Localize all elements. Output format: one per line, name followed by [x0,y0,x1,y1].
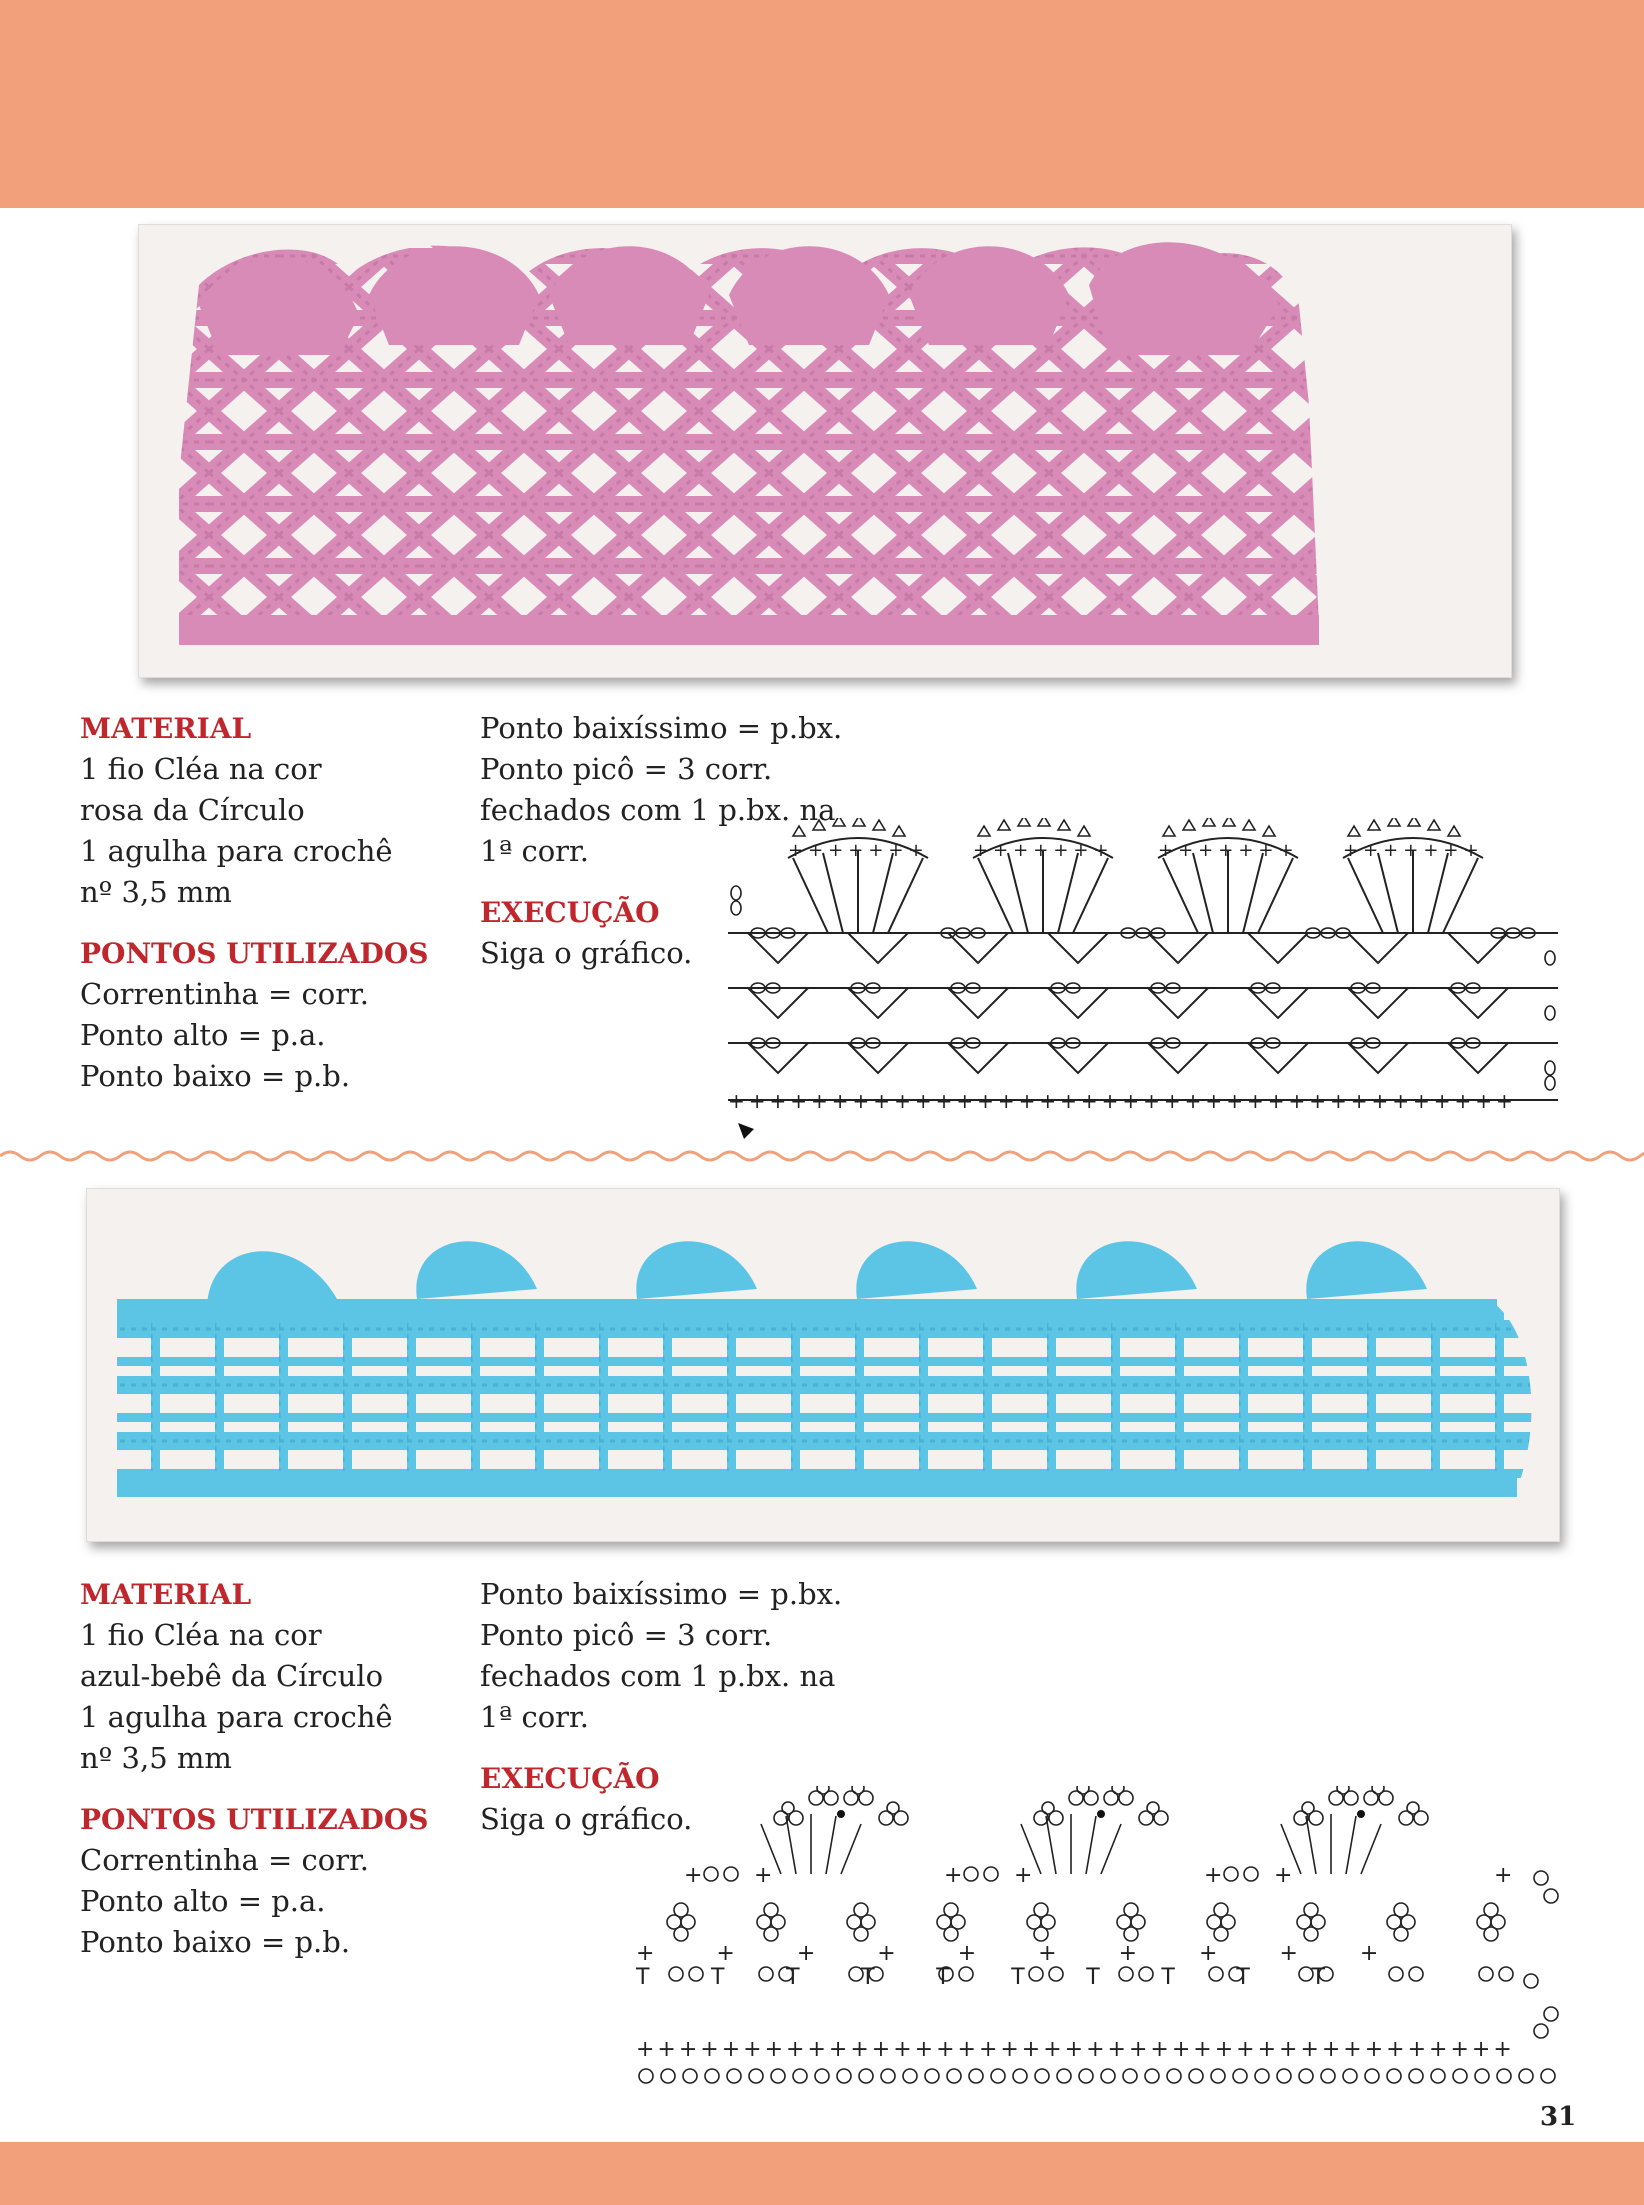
pattern2-material-line-3: 1 agulha para crochê [80,1700,393,1734]
pattern2-material-heading: MATERIAL [80,1578,252,1611]
pattern2-right-line-1: Ponto baixíssimo = p.bx. [480,1577,843,1611]
blue-crochet-chart [636,1786,1566,2096]
pattern1-material-line-4: nº 3,5 mm [80,875,232,909]
pink-crochet-photo [138,224,1512,678]
svg-text:+: + [944,1863,963,1888]
pattern1-execucao-text: Siga o gráfico. [480,936,693,970]
pattern2-right-line-3: fechados com 1 p.bx. na [480,1659,836,1693]
pattern1-pontos-heading: PONTOS UTILIZADOS [80,937,429,970]
pattern1-pontos-line-1: Correntinha = corr. [80,977,369,1011]
pattern1-right-line-4: 1ª corr. [480,834,589,868]
svg-text:+++++++: +++++++ [1158,840,1299,861]
pattern1-right-line-2: Ponto picô = 3 corr. [480,752,773,786]
pattern1-material-heading: MATERIAL [80,712,252,745]
svg-text:++++++++++++++++++++++++++++++: ++++++++++++++++++++++++++++++++++++++ [728,1089,1517,1113]
pattern2-left-column [80,1574,428,1963]
pattern1-pontos-line-3: Ponto baixo = p.b. [80,1059,351,1093]
pattern1-left-column [80,708,428,1097]
chart-start-arrow [738,1123,754,1139]
svg-text:+: + [1494,1863,1513,1888]
pattern2-pontos-line-2: Ponto alto = p.a. [80,1884,326,1918]
pattern2-pontos-heading: PONTOS UTILIZADOS [80,1803,429,1836]
svg-text:+: + [754,1863,773,1888]
pattern2-right-line-2: Ponto picô = 3 corr. [480,1618,773,1652]
svg-text:++++++++++: ++++++++++ [636,1941,1441,1966]
page-number: 31 [1540,2102,1577,2132]
svg-text:++++++++++++++++++++++++++++++: +++++++++++++++++++++++++++++++++++++++++ [636,2037,1515,2062]
pattern2-pontos-line-1: Correntinha = corr. [80,1843,369,1877]
pattern1-material-line-2: rosa da Círculo [80,793,305,827]
pattern1-pontos-line-2: Ponto alto = p.a. [80,1018,326,1052]
blue-crochet-photo [86,1188,1560,1542]
pattern1-right-line-1: Ponto baixíssimo = p.bx. [480,711,843,745]
pattern1-right-line-3: fechados com 1 p.bx. na [480,793,836,827]
pink-crochet-chart [728,818,1564,1148]
pattern1-execucao-heading: EXECUÇÃO [480,896,660,929]
blue-edging-illustration [87,1189,1559,1541]
pattern2-material-line-4: nº 3,5 mm [80,1741,232,1775]
pattern2-material-line-1: 1 fio Cléa na cor [80,1618,322,1652]
pattern1-material-line-1: 1 fio Cléa na cor [80,752,322,786]
pattern2-material-line-2: azul-bebê da Círculo [80,1659,384,1693]
top-color-band [0,0,1644,208]
pink-edging-illustration [139,225,1511,677]
wavy-divider [0,1146,1644,1166]
svg-text:+: + [1204,1863,1223,1888]
pattern1-material-line-3: 1 agulha para crochê [80,834,393,868]
svg-text:TTTTTTTTTT: TTTTTTTTTT [636,1965,1387,1990]
svg-text:+++++++: +++++++ [1343,840,1484,861]
pattern2-right-line-4: 1ª corr. [480,1700,589,1734]
svg-text:+++++++: +++++++ [788,840,929,861]
bottom-color-band [0,2142,1644,2205]
pattern2-execucao-heading: EXECUÇÃO [480,1762,660,1795]
svg-text:+: + [1274,1863,1293,1888]
pattern2-pontos-line-3: Ponto baixo = p.b. [80,1925,351,1959]
pattern2-execucao-text: Siga o gráfico. [480,1802,693,1836]
svg-text:+++++++: +++++++ [973,840,1114,861]
svg-text:+: + [684,1863,703,1888]
svg-text:+: + [1014,1863,1033,1888]
